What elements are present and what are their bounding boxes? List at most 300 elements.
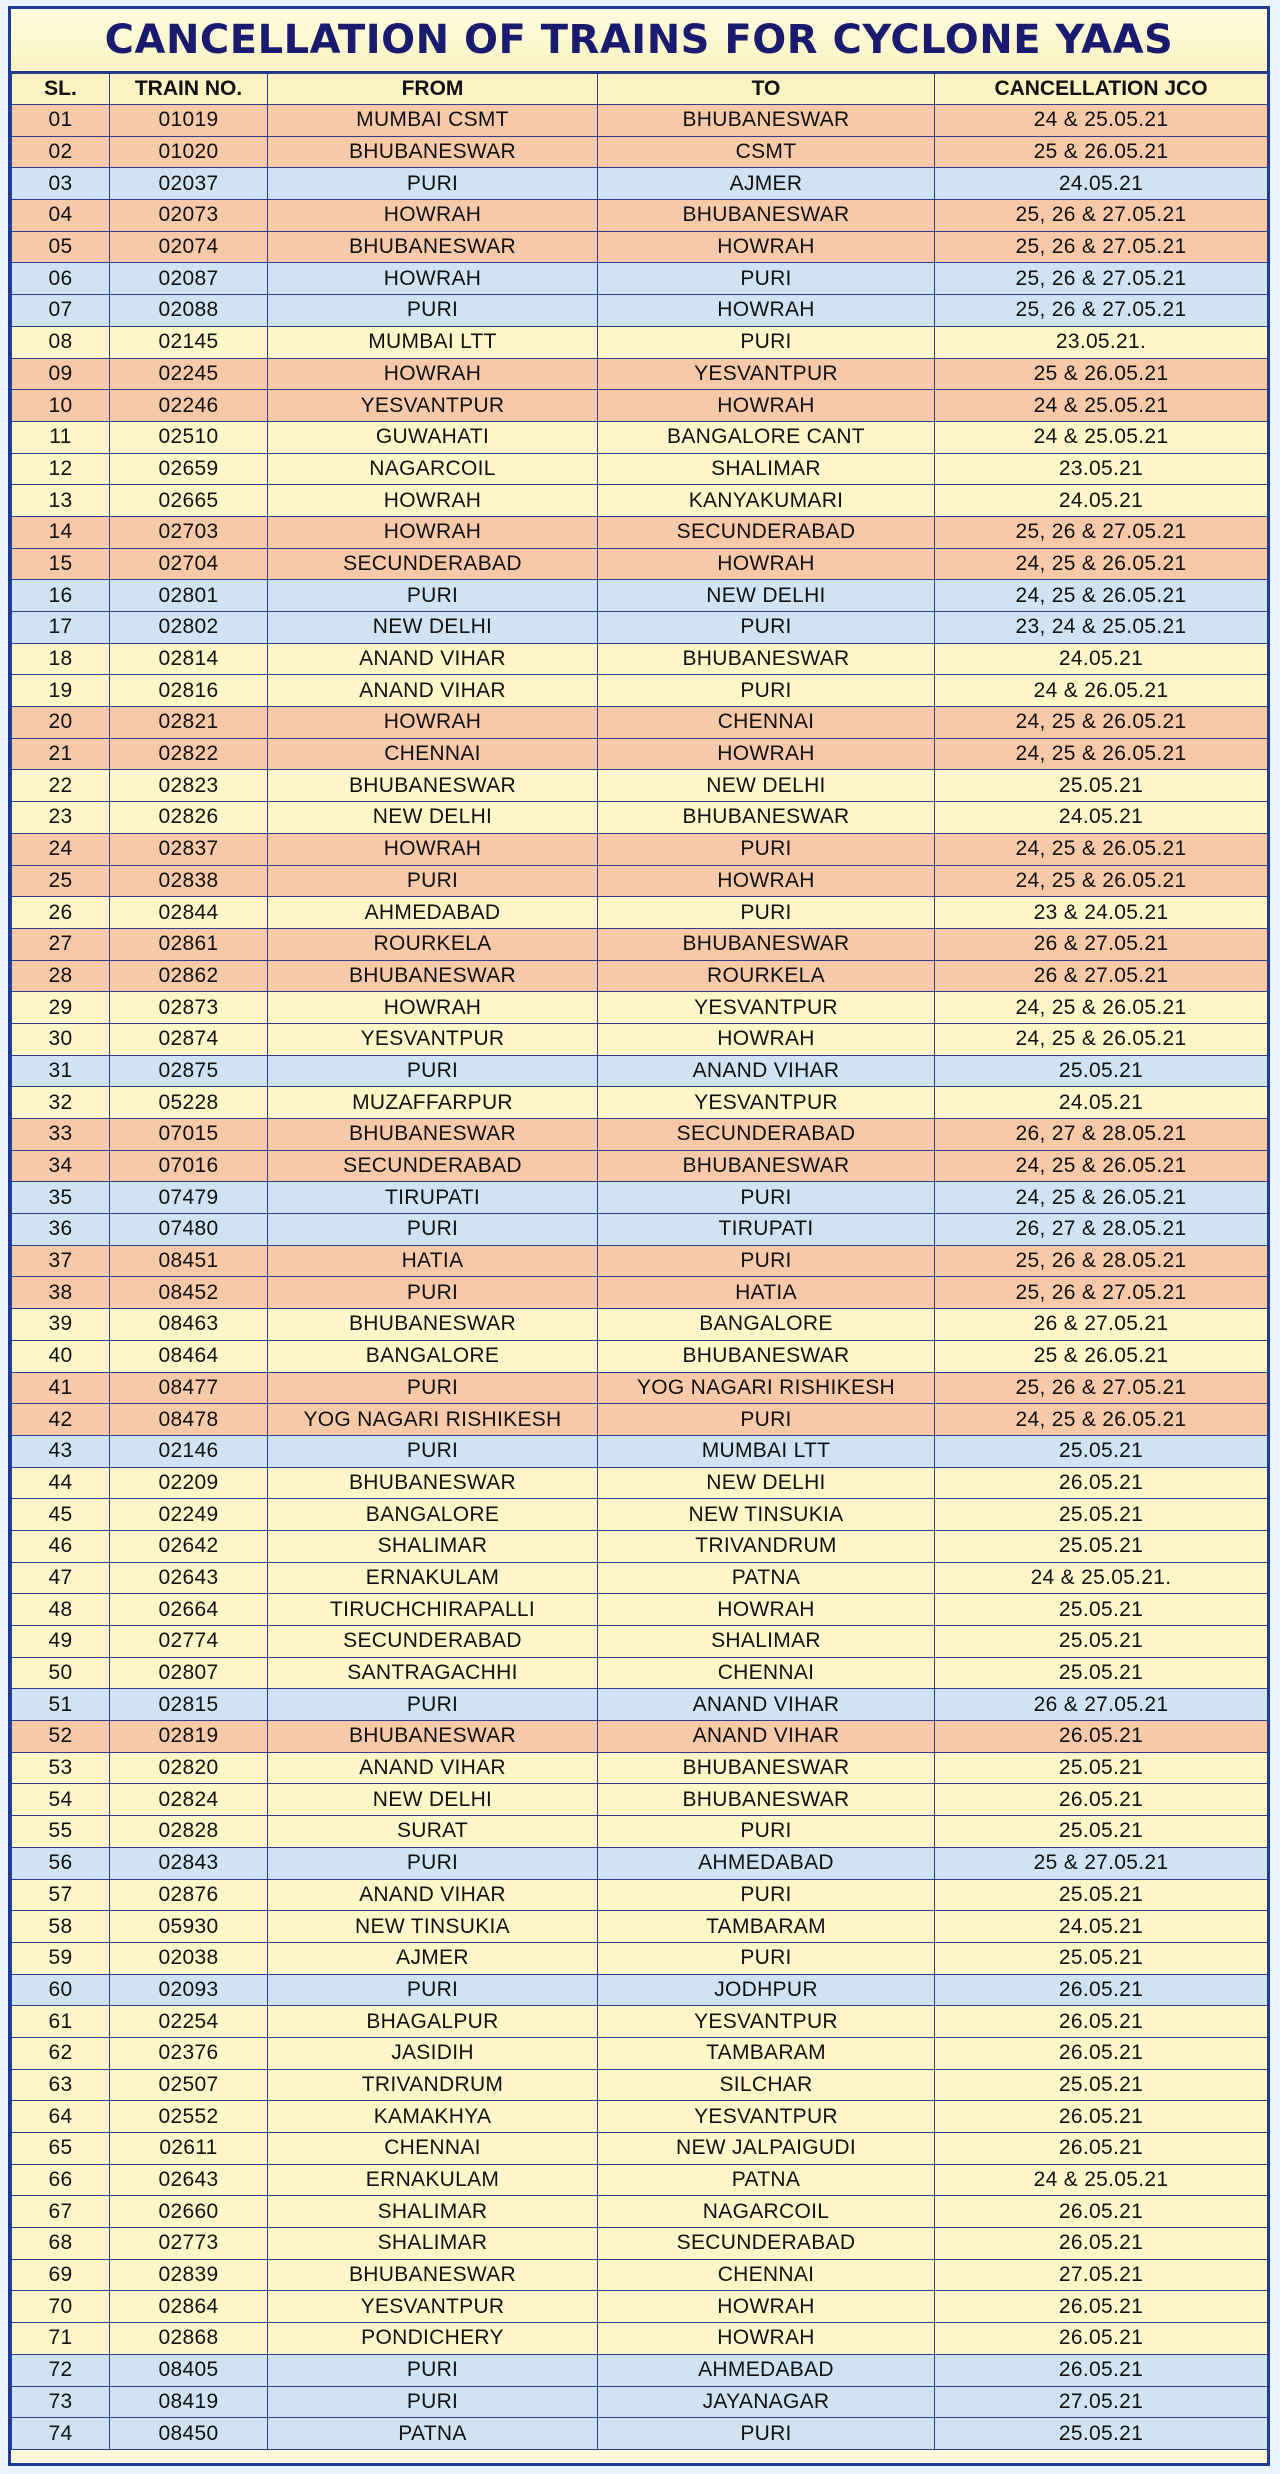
cell-train-no: 02773 — [110, 2228, 268, 2260]
cell-to: PATNA — [598, 1562, 935, 1594]
cell-train-no: 02507 — [110, 2069, 268, 2101]
cell-sl: 15 — [12, 548, 110, 580]
cell-to: NEW DELHI — [598, 1467, 935, 1499]
cell-cancellation-date: 24, 25 & 26.05.21 — [935, 1182, 1268, 1214]
cell-sl: 05 — [12, 231, 110, 263]
table-row — [12, 168, 1268, 200]
cell-sl: 43 — [12, 1435, 110, 1467]
cell-train-no: 08463 — [110, 1309, 268, 1341]
table-row — [12, 421, 1268, 453]
cell-from: PURI — [268, 2354, 598, 2386]
cell-sl: 46 — [12, 1530, 110, 1562]
cell-sl: 42 — [12, 1404, 110, 1436]
cell-from: PURI — [268, 2386, 598, 2418]
cell-sl: 16 — [12, 580, 110, 612]
cell-from: NEW DELHI — [268, 1784, 598, 1816]
cell-cancellation-date: 26.05.21 — [935, 2354, 1268, 2386]
cell-from: PURI — [268, 1277, 598, 1309]
cell-to: HOWRAH — [598, 738, 935, 770]
cell-from: MUMBAI LTT — [268, 326, 598, 358]
cell-to: BHUBANESWAR — [598, 802, 935, 834]
cell-to: HOWRAH — [598, 2291, 935, 2323]
cell-from: YESVANTPUR — [268, 2291, 598, 2323]
cell-cancellation-date: 25, 26 & 27.05.21 — [935, 295, 1268, 327]
cell-to: SECUNDERABAD — [598, 1119, 935, 1151]
cell-cancellation-date: 26 & 27.05.21 — [935, 1309, 1268, 1341]
table-row — [12, 1847, 1268, 1879]
cell-from: HOWRAH — [268, 200, 598, 232]
cell-to: JODHPUR — [598, 1974, 935, 2006]
cell-to: PURI — [598, 2418, 935, 2450]
cell-sl: 65 — [12, 2133, 110, 2165]
cell-from: ANAND VIHAR — [268, 643, 598, 675]
table-row — [12, 833, 1268, 865]
cell-train-no: 02665 — [110, 485, 268, 517]
cell-from: BHUBANESWAR — [268, 770, 598, 802]
cell-cancellation-date: 25.05.21 — [935, 1942, 1268, 1974]
table-row — [12, 612, 1268, 644]
cell-sl: 07 — [12, 295, 110, 327]
cell-from: GUWAHATI — [268, 421, 598, 453]
table-row — [12, 2354, 1268, 2386]
cell-to: BHUBANESWAR — [598, 643, 935, 675]
cell-train-no: 02814 — [110, 643, 268, 675]
header-row — [12, 74, 1268, 105]
cell-sl: 61 — [12, 2006, 110, 2038]
cell-to: YESVANTPUR — [598, 358, 935, 390]
cell-to: PURI — [598, 1245, 935, 1277]
table-row — [12, 1879, 1268, 1911]
cell-to: SHALIMAR — [598, 453, 935, 485]
table-row — [12, 390, 1268, 422]
cell-sl: 21 — [12, 738, 110, 770]
cell-train-no: 07479 — [110, 1182, 268, 1214]
cell-sl: 57 — [12, 1879, 110, 1911]
cell-sl: 09 — [12, 358, 110, 390]
cell-cancellation-date: 26 & 27.05.21 — [935, 928, 1268, 960]
cell-sl: 31 — [12, 1055, 110, 1087]
cell-sl: 37 — [12, 1245, 110, 1277]
cell-train-no: 02642 — [110, 1530, 268, 1562]
cell-train-no: 02660 — [110, 2196, 268, 2228]
cell-cancellation-date: 26 & 27.05.21 — [935, 1689, 1268, 1721]
cell-train-no: 02209 — [110, 1467, 268, 1499]
cell-to: HOWRAH — [598, 231, 935, 263]
cell-cancellation-date: 26 & 27.05.21 — [935, 960, 1268, 992]
cell-to: PATNA — [598, 2164, 935, 2196]
cell-sl: 50 — [12, 1657, 110, 1689]
table-row — [12, 1372, 1268, 1404]
cell-cancellation-date: 25, 26 & 27.05.21 — [935, 263, 1268, 295]
cell-to: PURI — [598, 263, 935, 295]
cell-sl: 10 — [12, 390, 110, 422]
cell-train-no: 02838 — [110, 865, 268, 897]
cell-sl: 12 — [12, 453, 110, 485]
cell-cancellation-date: 25.05.21 — [935, 1626, 1268, 1658]
cell-cancellation-date: 25 & 27.05.21 — [935, 1847, 1268, 1879]
cell-train-no: 07015 — [110, 1119, 268, 1151]
cell-from: ANAND VIHAR — [268, 675, 598, 707]
cell-from: PURI — [268, 1847, 598, 1879]
cell-to: KANYAKUMARI — [598, 485, 935, 517]
cell-cancellation-date: 24.05.21 — [935, 485, 1268, 517]
cell-to: PURI — [598, 833, 935, 865]
cell-from: CHENNAI — [268, 2133, 598, 2165]
table-row — [12, 1055, 1268, 1087]
table-row — [12, 1119, 1268, 1151]
cell-to: JAYANAGAR — [598, 2386, 935, 2418]
cell-cancellation-date: 24, 25 & 26.05.21 — [935, 1150, 1268, 1182]
cancellation-table — [11, 73, 1268, 2450]
table-row — [12, 1689, 1268, 1721]
cell-train-no: 02868 — [110, 2323, 268, 2355]
cell-cancellation-date: 25, 26 & 27.05.21 — [935, 231, 1268, 263]
cell-cancellation-date: 24, 25 & 26.05.21 — [935, 580, 1268, 612]
cell-sl: 04 — [12, 200, 110, 232]
table-row — [12, 865, 1268, 897]
cell-train-no: 02643 — [110, 1562, 268, 1594]
cell-to: TAMBARAM — [598, 2037, 935, 2069]
cell-train-no: 02837 — [110, 833, 268, 865]
cell-sl: 39 — [12, 1309, 110, 1341]
cell-to: BHUBANESWAR — [598, 1150, 935, 1182]
cell-cancellation-date: 25 & 26.05.21 — [935, 358, 1268, 390]
table-row — [12, 453, 1268, 485]
cell-to: BANGALORE — [598, 1309, 935, 1341]
cell-sl: 02 — [12, 136, 110, 168]
table-row — [12, 1087, 1268, 1119]
cell-cancellation-date: 24.05.21 — [935, 643, 1268, 675]
cell-from: ANAND VIHAR — [268, 1752, 598, 1784]
cell-to: HOWRAH — [598, 1594, 935, 1626]
cell-train-no: 02839 — [110, 2259, 268, 2291]
table-row — [12, 2196, 1268, 2228]
cell-train-no: 02376 — [110, 2037, 268, 2069]
table-row — [12, 802, 1268, 834]
cell-from: MUZAFFARPUR — [268, 1087, 598, 1119]
cell-sl: 17 — [12, 612, 110, 644]
cell-to: PURI — [598, 1816, 935, 1848]
table-row — [12, 2259, 1268, 2291]
cell-from: BHUBANESWAR — [268, 960, 598, 992]
cell-cancellation-date: 25.05.21 — [935, 2418, 1268, 2450]
cell-sl: 45 — [12, 1499, 110, 1531]
cell-cancellation-date: 24.05.21 — [935, 1911, 1268, 1943]
cell-sl: 35 — [12, 1182, 110, 1214]
cell-cancellation-date: 24, 25 & 26.05.21 — [935, 1404, 1268, 1436]
cell-cancellation-date: 25.05.21 — [935, 1752, 1268, 1784]
cell-cancellation-date: 25 & 26.05.21 — [935, 1340, 1268, 1372]
cell-cancellation-date: 26.05.21 — [935, 1784, 1268, 1816]
table-row — [12, 2228, 1268, 2260]
table-row — [12, 200, 1268, 232]
cell-to: PURI — [598, 326, 935, 358]
cell-train-no: 02821 — [110, 707, 268, 739]
cell-sl: 28 — [12, 960, 110, 992]
cell-train-no: 02254 — [110, 2006, 268, 2038]
cell-from: AHMEDABAD — [268, 897, 598, 929]
cell-train-no: 02704 — [110, 548, 268, 580]
table-row — [12, 2006, 1268, 2038]
cell-sl: 72 — [12, 2354, 110, 2386]
header-sl: SL. — [12, 74, 110, 105]
cell-cancellation-date: 25, 26 & 27.05.21 — [935, 1372, 1268, 1404]
cell-from: AJMER — [268, 1942, 598, 1974]
cell-to: SHALIMAR — [598, 1626, 935, 1658]
cell-sl: 30 — [12, 1023, 110, 1055]
table-row — [12, 1404, 1268, 1436]
cell-cancellation-date: 26.05.21 — [935, 2101, 1268, 2133]
cell-sl: 26 — [12, 897, 110, 929]
cell-sl: 52 — [12, 1721, 110, 1753]
cell-train-no: 08477 — [110, 1372, 268, 1404]
cell-from: BHUBANESWAR — [268, 1309, 598, 1341]
cell-sl: 24 — [12, 833, 110, 865]
cell-cancellation-date: 25.05.21 — [935, 1657, 1268, 1689]
cell-cancellation-date: 26.05.21 — [935, 2133, 1268, 2165]
cell-from: KAMAKHYA — [268, 2101, 598, 2133]
cell-sl: 06 — [12, 263, 110, 295]
table-row — [12, 2386, 1268, 2418]
table-row — [12, 707, 1268, 739]
table-row — [12, 1816, 1268, 1848]
table-row — [12, 675, 1268, 707]
cell-from: YESVANTPUR — [268, 390, 598, 422]
cell-sl: 55 — [12, 1816, 110, 1848]
cell-from: HOWRAH — [268, 992, 598, 1024]
cell-train-no: 02659 — [110, 453, 268, 485]
table-row — [12, 960, 1268, 992]
cell-to: BHUBANESWAR — [598, 200, 935, 232]
cell-to: ROURKELA — [598, 960, 935, 992]
table-row — [12, 1594, 1268, 1626]
table-row — [12, 2323, 1268, 2355]
table-row — [12, 1245, 1268, 1277]
cell-train-no: 08419 — [110, 2386, 268, 2418]
cell-train-no: 02874 — [110, 1023, 268, 1055]
cell-to: PURI — [598, 1942, 935, 1974]
cell-from: BHUBANESWAR — [268, 1119, 598, 1151]
table-row — [12, 1752, 1268, 1784]
cell-train-no: 02824 — [110, 1784, 268, 1816]
cell-cancellation-date: 24, 25 & 26.05.21 — [935, 548, 1268, 580]
cell-to: PURI — [598, 1404, 935, 1436]
header-train-no: TRAIN NO. — [110, 74, 268, 105]
table-row — [12, 770, 1268, 802]
cell-cancellation-date: 24 & 26.05.21 — [935, 675, 1268, 707]
cell-from: BHUBANESWAR — [268, 136, 598, 168]
cell-train-no: 02815 — [110, 1689, 268, 1721]
cell-to: PURI — [598, 1879, 935, 1911]
cell-cancellation-date: 25.05.21 — [935, 1594, 1268, 1626]
cell-train-no: 02087 — [110, 263, 268, 295]
cell-sl: 49 — [12, 1626, 110, 1658]
cell-sl: 19 — [12, 675, 110, 707]
table-body — [12, 105, 1268, 2450]
cell-train-no: 02245 — [110, 358, 268, 390]
cell-sl: 40 — [12, 1340, 110, 1372]
cell-sl: 33 — [12, 1119, 110, 1151]
cell-to: CHENNAI — [598, 1657, 935, 1689]
cell-cancellation-date: 26.05.21 — [935, 1467, 1268, 1499]
table-row — [12, 2037, 1268, 2069]
cell-to: AHMEDABAD — [598, 1847, 935, 1879]
cell-to: HOWRAH — [598, 390, 935, 422]
cell-train-no: 02643 — [110, 2164, 268, 2196]
cell-from: PURI — [268, 295, 598, 327]
table-row — [12, 738, 1268, 770]
cell-from: SURAT — [268, 1816, 598, 1848]
table-row — [12, 1182, 1268, 1214]
cell-sl: 70 — [12, 2291, 110, 2323]
cell-train-no: 08451 — [110, 1245, 268, 1277]
cell-sl: 71 — [12, 2323, 110, 2355]
cell-sl: 23 — [12, 802, 110, 834]
cell-from: PURI — [268, 168, 598, 200]
cell-sl: 56 — [12, 1847, 110, 1879]
cell-sl: 69 — [12, 2259, 110, 2291]
cell-train-no: 02093 — [110, 1974, 268, 2006]
notice-frame — [8, 6, 1270, 2466]
cell-sl: 20 — [12, 707, 110, 739]
cell-to: PURI — [598, 612, 935, 644]
cell-cancellation-date: 25, 26 & 28.05.21 — [935, 1245, 1268, 1277]
table-row — [12, 1911, 1268, 1943]
cell-cancellation-date: 25.05.21 — [935, 1530, 1268, 1562]
cell-cancellation-date: 25.05.21 — [935, 770, 1268, 802]
cell-train-no: 08464 — [110, 1340, 268, 1372]
table-row — [12, 897, 1268, 929]
cell-from: ANAND VIHAR — [268, 1879, 598, 1911]
cell-train-no: 02843 — [110, 1847, 268, 1879]
table-row — [12, 1277, 1268, 1309]
cell-from: CHENNAI — [268, 738, 598, 770]
cell-from: SECUNDERABAD — [268, 548, 598, 580]
cell-from: YESVANTPUR — [268, 1023, 598, 1055]
header-from: FROM — [268, 74, 598, 105]
cell-from: PURI — [268, 1974, 598, 2006]
cell-from: YOG NAGARI RISHIKESH — [268, 1404, 598, 1436]
cell-to: YESVANTPUR — [598, 992, 935, 1024]
cell-to: HOWRAH — [598, 295, 935, 327]
cell-train-no: 02703 — [110, 516, 268, 548]
table-row — [12, 1562, 1268, 1594]
cell-from: MUMBAI CSMT — [268, 105, 598, 137]
cell-cancellation-date: 24, 25 & 26.05.21 — [935, 707, 1268, 739]
cell-sl: 74 — [12, 2418, 110, 2450]
cell-sl: 62 — [12, 2037, 110, 2069]
cell-sl: 27 — [12, 928, 110, 960]
cell-from: BANGALORE — [268, 1499, 598, 1531]
cell-cancellation-date: 24, 25 & 26.05.21 — [935, 1023, 1268, 1055]
cell-to: BHUBANESWAR — [598, 928, 935, 960]
cell-train-no: 02510 — [110, 421, 268, 453]
cell-cancellation-date: 25, 26 & 27.05.21 — [935, 1277, 1268, 1309]
cell-sl: 41 — [12, 1372, 110, 1404]
table-row — [12, 992, 1268, 1024]
table-row — [12, 358, 1268, 390]
table-row — [12, 485, 1268, 517]
cell-from: TIRUPATI — [268, 1182, 598, 1214]
cell-sl: 59 — [12, 1942, 110, 1974]
table-row — [12, 295, 1268, 327]
cell-train-no: 05228 — [110, 1087, 268, 1119]
cell-train-no: 02037 — [110, 168, 268, 200]
cell-train-no: 02088 — [110, 295, 268, 327]
cell-from: NEW DELHI — [268, 802, 598, 834]
table-row — [12, 1974, 1268, 2006]
cell-from: PURI — [268, 580, 598, 612]
table-row — [12, 1150, 1268, 1182]
cell-train-no: 08405 — [110, 2354, 268, 2386]
cell-to: NAGARCOIL — [598, 2196, 935, 2228]
table-row — [12, 1467, 1268, 1499]
cell-sl: 11 — [12, 421, 110, 453]
cell-to: YESVANTPUR — [598, 2101, 935, 2133]
cell-sl: 18 — [12, 643, 110, 675]
cell-sl: 34 — [12, 1150, 110, 1182]
table-row — [12, 1721, 1268, 1753]
cell-cancellation-date: 23, 24 & 25.05.21 — [935, 612, 1268, 644]
header-to: TO — [598, 74, 935, 105]
cell-to: ANAND VIHAR — [598, 1721, 935, 1753]
cell-cancellation-date: 26.05.21 — [935, 2291, 1268, 2323]
cell-from: HOWRAH — [268, 485, 598, 517]
cell-sl: 54 — [12, 1784, 110, 1816]
cell-cancellation-date: 25.05.21 — [935, 1435, 1268, 1467]
cell-from: SECUNDERABAD — [268, 1150, 598, 1182]
cell-cancellation-date: 23 & 24.05.21 — [935, 897, 1268, 929]
cell-sl: 14 — [12, 516, 110, 548]
cell-from: BHAGALPUR — [268, 2006, 598, 2038]
cell-cancellation-date: 26.05.21 — [935, 2196, 1268, 2228]
cell-train-no: 02074 — [110, 231, 268, 263]
cell-from: SHALIMAR — [268, 2228, 598, 2260]
cell-from: SHALIMAR — [268, 2196, 598, 2228]
cell-to: TRIVANDRUM — [598, 1530, 935, 1562]
cell-train-no: 02875 — [110, 1055, 268, 1087]
cell-sl: 13 — [12, 485, 110, 517]
cell-from: BHUBANESWAR — [268, 1467, 598, 1499]
cell-cancellation-date: 23.05.21. — [935, 326, 1268, 358]
cell-sl: 66 — [12, 2164, 110, 2196]
cell-from: PATNA — [268, 2418, 598, 2450]
cell-cancellation-date: 24, 25 & 26.05.21 — [935, 865, 1268, 897]
cell-cancellation-date: 24, 25 & 26.05.21 — [935, 833, 1268, 865]
cell-cancellation-date: 24.05.21 — [935, 168, 1268, 200]
table-row — [12, 1499, 1268, 1531]
cell-train-no: 02844 — [110, 897, 268, 929]
cell-to: BHUBANESWAR — [598, 1752, 935, 1784]
cell-train-no: 02802 — [110, 612, 268, 644]
cell-to: CHENNAI — [598, 2259, 935, 2291]
cell-train-no: 08450 — [110, 2418, 268, 2450]
cell-from: JASIDIH — [268, 2037, 598, 2069]
cell-cancellation-date: 24, 25 & 26.05.21 — [935, 992, 1268, 1024]
cell-train-no: 02862 — [110, 960, 268, 992]
cell-train-no: 02611 — [110, 2133, 268, 2165]
cell-cancellation-date: 26.05.21 — [935, 2006, 1268, 2038]
cell-to: SECUNDERABAD — [598, 2228, 935, 2260]
cell-train-no: 02822 — [110, 738, 268, 770]
cell-train-no: 07016 — [110, 1150, 268, 1182]
cell-cancellation-date: 26.05.21 — [935, 2228, 1268, 2260]
cell-train-no: 02828 — [110, 1816, 268, 1848]
table-row — [12, 231, 1268, 263]
cell-to: NEW JALPAIGUDI — [598, 2133, 935, 2165]
cell-from: HATIA — [268, 1245, 598, 1277]
cell-cancellation-date: 27.05.21 — [935, 2259, 1268, 2291]
